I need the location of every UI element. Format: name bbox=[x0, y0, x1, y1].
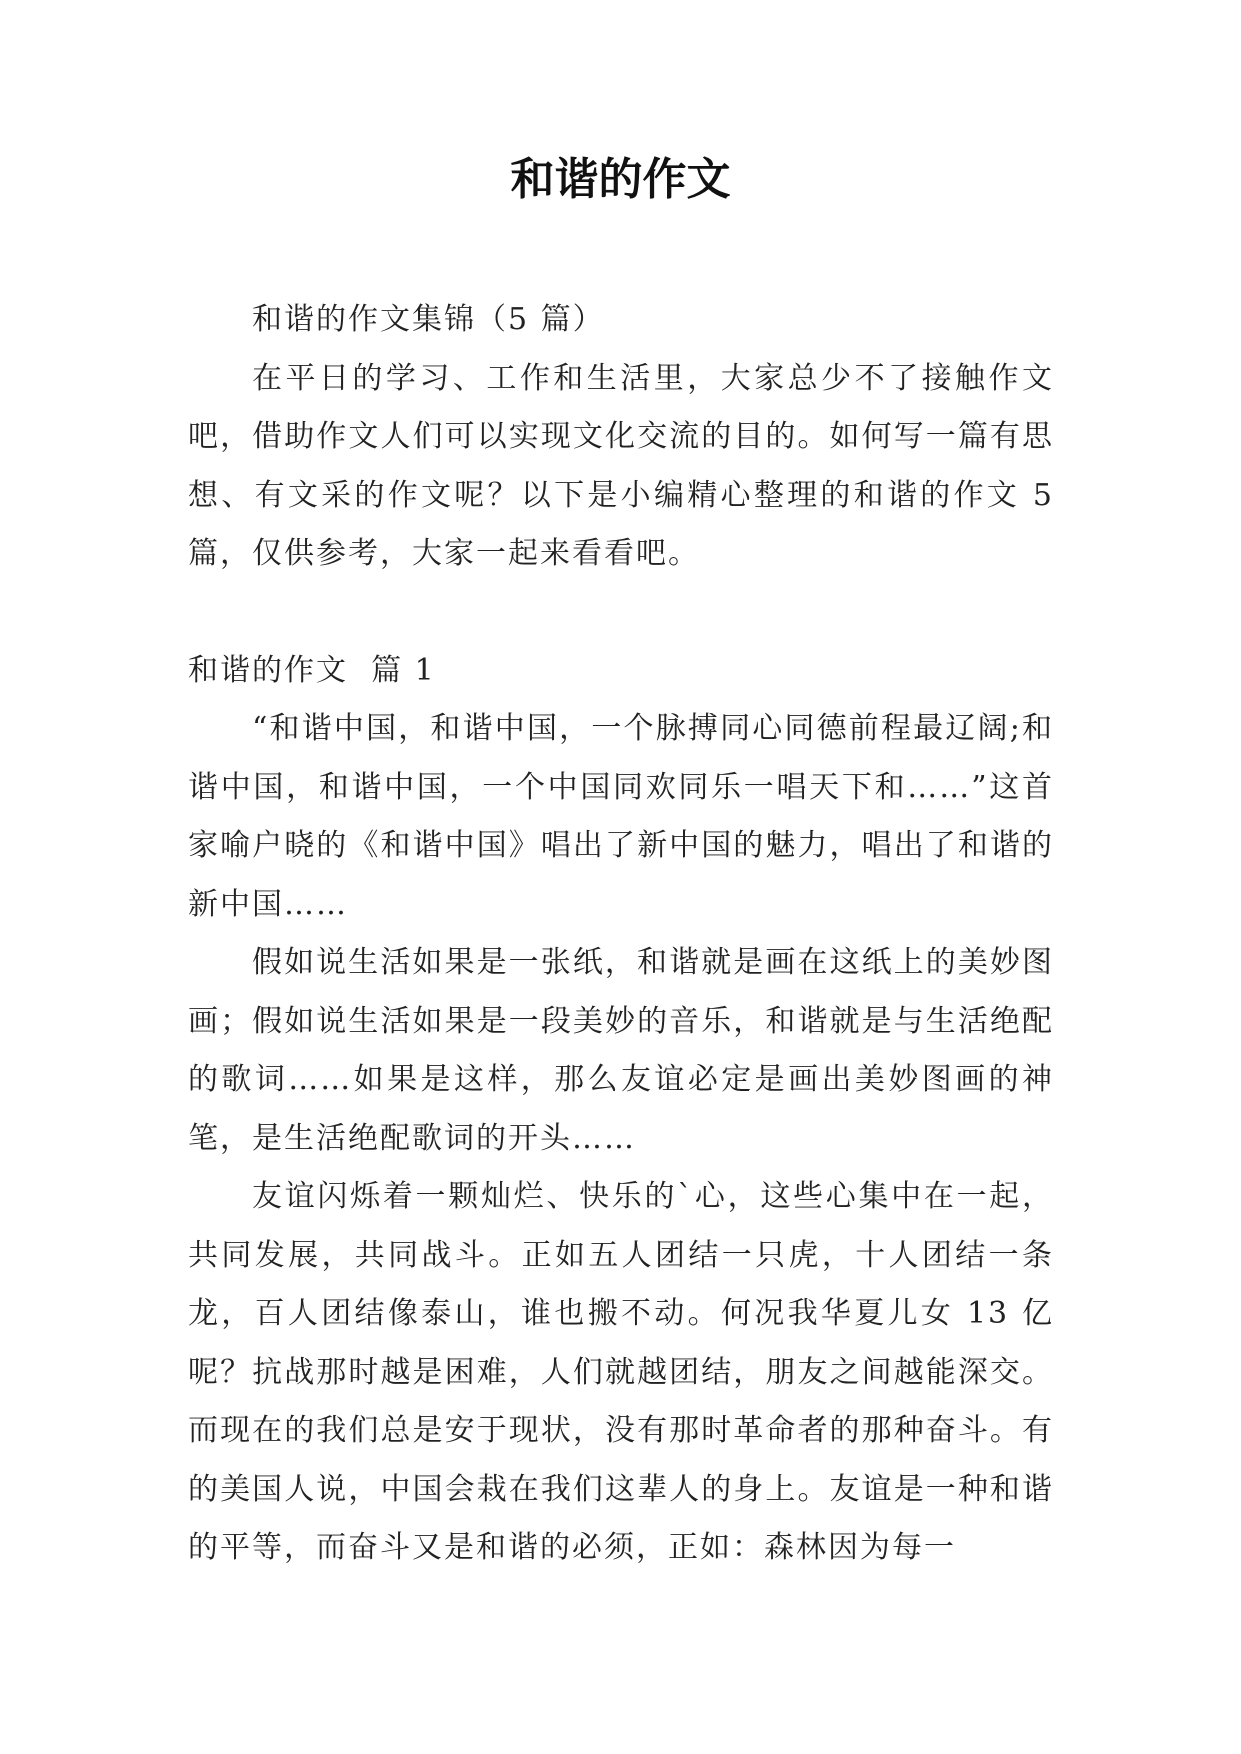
section-heading: 和谐的作文 篇 1 bbox=[188, 652, 436, 688]
body-paragraph: “和谐中国，和谐中国，一个脉搏同心同德前程最辽阔;和谐中国，和谐中国，一个中国同欢同乐一唱天下和……”这首家喻户晓的《和谐中国》唱出了新中国的魅力，唱出了和谐的新中国…… bbox=[188, 711, 1054, 922]
section-spacer bbox=[188, 584, 1054, 642]
intro-paragraph: 在平日的学习、工作和生活里，大家总少不了接触作文吧，借助作文人们可以实现文化交流的目的。如何写一篇有思想、有文采的作文呢？以下是小编精心整理的和谐的作文 5 篇，仅供参考，大家一起来看看吧。 bbox=[188, 360, 1054, 571]
document-body bbox=[188, 291, 1054, 1578]
document-title: 和谐的作文 bbox=[510, 154, 731, 205]
collection-subtitle: 和谐的作文集锦（5 篇） bbox=[252, 302, 605, 337]
body-paragraph: 假如说生活如果是一张纸，和谐就是画在这纸上的美妙图画；假如说生活如果是一段美妙的音乐，和谐就是与生活绝配的歌词……如果是这样，那么友谊必定是画出美妙图画的神笔，是生活绝配歌词的开头…… bbox=[188, 945, 1054, 1156]
body-paragraph: 友谊闪烁着一颗灿烂、快乐的`心，这些心集中在一起，共同发展，共同战斗。正如五人团结一只虎，十人团结一条龙，百人团结像泰山，谁也搬不动。何况我华夏儿女 13 亿呢？抗战那时越是困难，人们就越团结，朋友之间越能深交。而现在的我们总是安于现状，没有那时革命者的那种奋斗。有的美国人说，中国会栽在我们这辈人的身上。友谊是一种和谐的平等，而奋斗又是和谐的必须，正如：森林因为每一 bbox=[188, 1179, 1054, 1565]
